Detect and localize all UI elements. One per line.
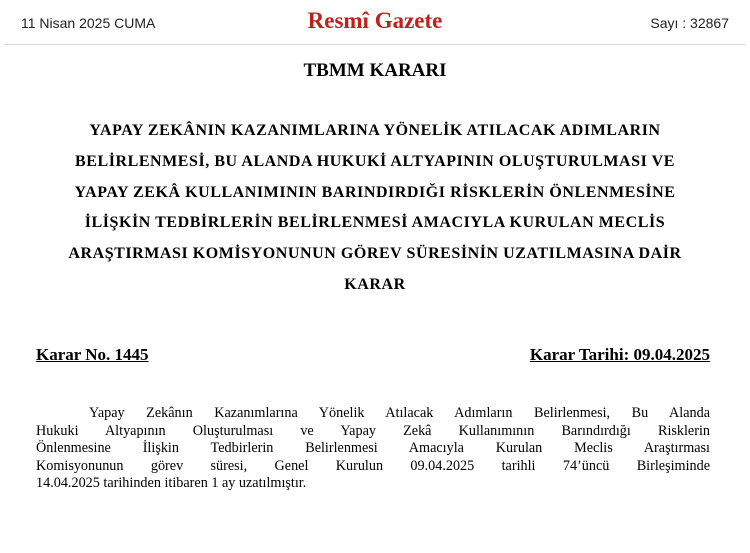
- gazette-header: [0, 0, 750, 44]
- body-line: Yapay Zekânın Kazanımlarına Yönelik Atılacak Adımların Belirlenmesi, Bu Alanda: [89, 405, 710, 421]
- body-line: Komisyonunun görev süresi, Genel Kurulun 09.04.2025 tarihli 74’üncü Birleşiminde: [36, 457, 710, 474]
- decision-number: Karar No. 1445: [36, 345, 149, 364]
- issue-number: Sayı : 32867: [650, 15, 729, 31]
- decision-title-line: KARAR: [344, 275, 406, 293]
- section-title: TBMM KARARI: [303, 60, 447, 81]
- gazette-title: Resmî Gazete: [307, 8, 443, 33]
- decision-title: [30, 116, 720, 301]
- publication-date: 11 Nisan 2025 CUMA: [21, 15, 156, 31]
- decision-title-line: İLİŞKİN TEDBİRLERİN BELİRLENMESİ AMACIYLA KURULAN MECLİS: [84, 214, 666, 232]
- decision-title-line: ARAŞTIRMASI KOMİSYONUNUN GÖREV SÜRESİNİN UZATILMASINA DAİR: [68, 245, 682, 263]
- body-line: 14.04.2025 tarihinden itibaren 1 ay uzatılmıştır.: [36, 475, 307, 492]
- decision-title-line: YAPAY ZEKÂNIN KAZANIMLARINA YÖNELİK ATILACAK ADIMLARIN: [89, 122, 661, 139]
- decision-title-line: YAPAY ZEKÂ KULLANIMININ BARINDIRDIĞI RİSKLERİN ÖNLENMESİNE: [74, 183, 676, 201]
- decision-title-line: BELİRLENMESİ, BU ALANDA HUKUKİ ALTYAPININ OLUŞTURULMASI VE: [75, 152, 675, 170]
- header-divider: [4, 44, 746, 45]
- decision-date: Karar Tarihi: 09.04.2025: [529, 345, 710, 364]
- body-line: Hukuki Altyapının Oluşturulması ve Yapay Zekâ Kullanımının Barındırdığı Risklerin: [36, 422, 710, 439]
- body-line: Önlenmesine İlişkin Tedbirlerin Belirlenmesi Amacıyla Kurulan Meclis Araştırması: [36, 440, 710, 457]
- decision-body: [36, 405, 710, 493]
